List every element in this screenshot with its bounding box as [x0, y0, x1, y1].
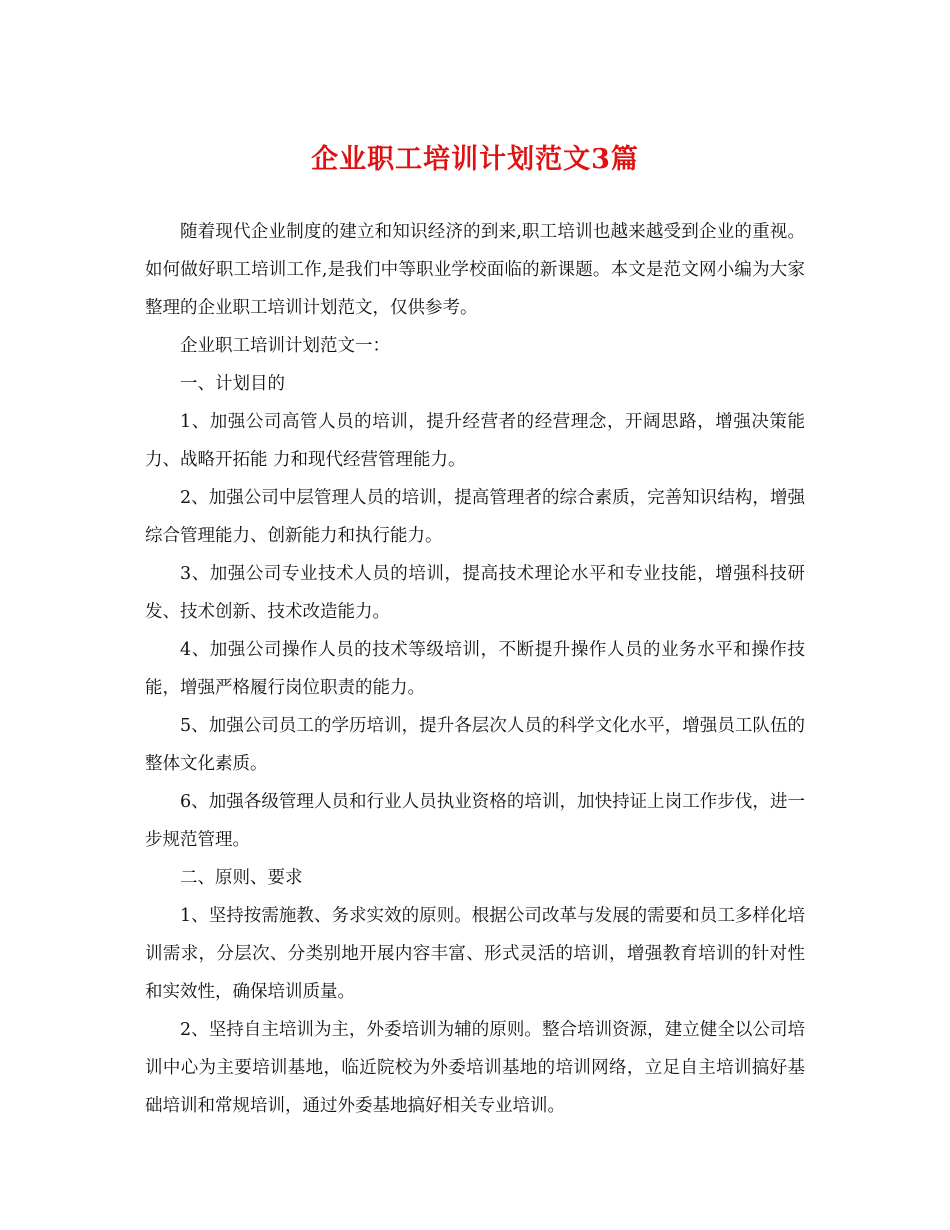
purpose-item-3: 3、加强公司专业技术人员的培训，提高技术理论水平和专业技能，增强科技研发、技术创新、技术改造能力。	[145, 564, 805, 622]
purpose-item-2: 2、加强公司中层管理人员的培训，提高管理者的综合素质，完善知识结构，增强综合管理能力、创新能力和执行能力。	[145, 488, 805, 546]
principle-item-1: 1、坚持按需施教、务求实效的原则。根据公司改革与发展的需要和员工多样化培训需求，分层次、分类别地开展内容丰富、形式灵活的培训，增强教育培训的针对性和实效性，确保培训质量。	[145, 906, 805, 1002]
intro-paragraph: 随着现代企业制度的建立和知识经济的到来,职工培训也越来越受到企业的重视。如何做好职工培训工作,是我们中等职业学校面临的新课题。本文是范文网小编为大家整理的企业职工培训计划范文，仅供参考。	[145, 222, 805, 318]
purpose-item-4: 4、加强公司操作人员的技术等级培训，不断提升操作人员的业务水平和操作技能，增强严格履行岗位职责的能力。	[145, 640, 805, 698]
principle-item-2: 2、坚持自主培训为主，外委培训为辅的原则。整合培训资源，建立健全以公司培训中心为主要培训基地，临近院校为外委培训基地的培训网络，立足自主培训搞好基础培训和常规培训，通过外委基地搞好相关专业培训。	[145, 1020, 805, 1116]
section-heading-plan-purpose: 一、计划目的	[180, 374, 285, 394]
purpose-item-6: 6、加强各级管理人员和行业人员执业资格的培训，加快持证上岗工作步伐，进一步规范管理。	[145, 792, 805, 850]
purpose-item-5: 5、加强公司员工的学历培训，提升各层次人员的科学文化水平，增强员工队伍的整体文化素质。	[145, 716, 805, 774]
section-heading-sample-one: 企业职工培训计划范文一：	[180, 336, 390, 356]
document-title: 企业职工培训计划范文3篇	[311, 144, 639, 175]
document-body	[145, 213, 805, 1125]
purpose-item-1: 1、加强公司高管人员的培训，提升经营者的经营理念，开阔思路，增强决策能力、战略开拓能 力和现代经营管理能力。	[145, 412, 805, 470]
section-heading-principles: 二、原则、要求	[180, 868, 303, 888]
